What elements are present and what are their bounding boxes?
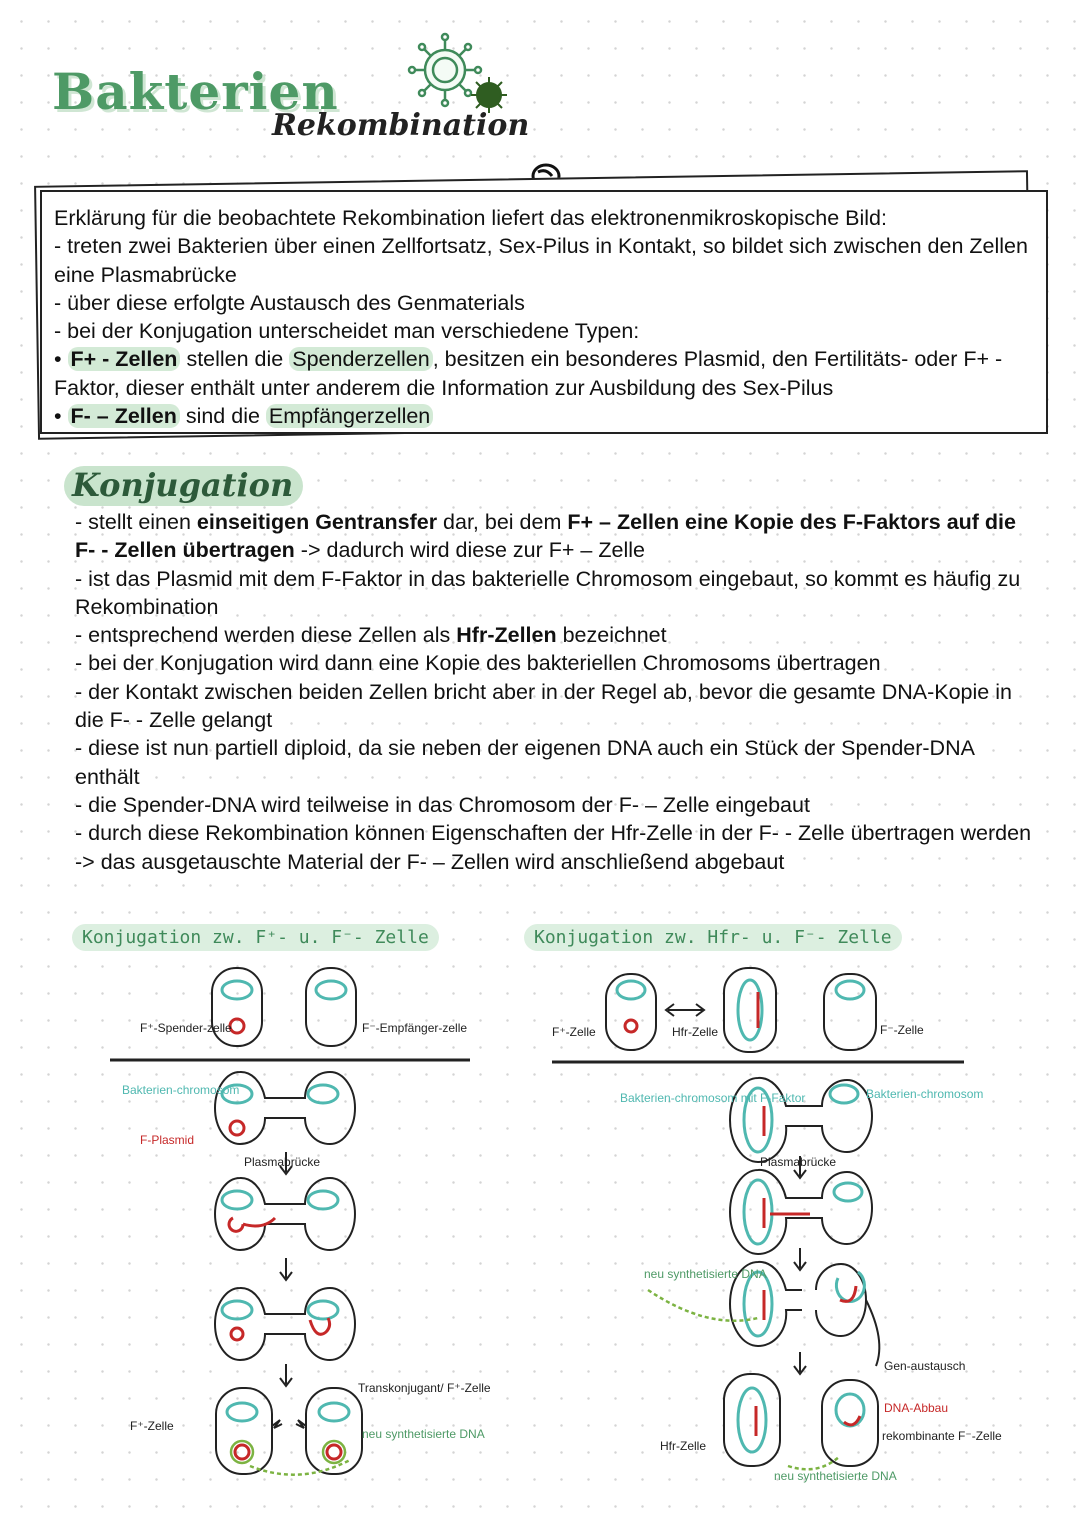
right-new-dna-bottom-label: neu synthetisierte DNA [774,1469,897,1483]
new-dna-label: neu synthetisierte DNA [362,1427,485,1441]
p1-a: - stellt einen [75,510,191,534]
arrow-down-icon [280,1152,292,1386]
diagram-left [100,960,490,1500]
box-fplus: • F+ - Zellen stellen die Spenderzellen , besitzen ein besonderes Plasmid, den Fertilitäts- oder F+ - Faktor, dieser enthält unter anderem die Information zur Ausbildung des Sex-Pilus [54,347,1003,400]
p3-a: - entsprechend werden diese Zellen als [75,623,451,648]
fplus-cell-label: F⁺-Zelle [130,1419,174,1433]
diagram-right-title: Konjugation zw. Hfr- u. F⁻- Zelle [524,924,902,951]
konjugation-p4: - bei der Konjugation wird dann eine Kopie des bakteriellen Chromosoms übertragen [75,651,881,676]
p1-d: F+ – Zellen eine Kopie des F-Faktors auf die F- - Zellen übertragen [75,510,1016,563]
chromosome-factor-label: Bakterien-chromosom mit F-Faktor [620,1091,806,1105]
bridge-label: Plasmabrücke [244,1155,321,1169]
page-title: Bakterien [52,62,339,121]
box-line-2: - über diese erfolgte Austausch des Genmaterials [54,290,525,315]
recipient-label: F⁻-Empfänger-zelle [362,1021,468,1035]
degradation-label: DNA-Abbau [884,1401,949,1415]
konjugation-p8: - durch diese Rekombination können Eigenschaften der Hfr-Zelle in der F- - Zelle übertragen werden -> das ausgetauschte Material der F- – Zellen wird anschließend abgebaut [75,821,1032,874]
exchange-label: Gen-austausch [884,1359,966,1373]
right-chromosome-label: Bakterien-chromosom [866,1087,984,1101]
bridge-cells-4 [215,1288,355,1360]
transconjugant-label: Transkonjugant/ F⁺-Zelle [358,1381,491,1395]
fplus-rest: , besitzen ein besonderes Plasmid, den Fertilitäts- oder F+ - Faktor, dieser enthält unter anderem die Information zur Ausbildung des Sex-Pilus [54,347,1003,400]
p3-c: bezeichnet [562,623,667,648]
right-fplus-label: F⁺-Zelle [552,1025,596,1039]
plasmid-label: F-Plasmid [140,1133,195,1147]
empfaengerzellen-highlight: Empfängerzellen [266,404,433,428]
bacterium-icon [466,72,512,118]
diagram-left-title: Konjugation zw. F⁺- u. F⁻- Zelle [72,924,439,951]
p1-b: einseitigen Gentransfer [196,510,438,534]
right-fminus-label: F⁻-Zelle [880,1023,924,1037]
konjugation-text [75,508,1035,876]
double-arrow-icon [666,1004,704,1016]
box-line-1: - treten zwei Bakterien über einen Zellfortsatz, Sex-Pilus in Kontakt, so bildet sich zwischen den Zellen eine Plasmabrücke [54,234,1028,287]
box-intro: Erklärung für die beobachtete Rekombination liefert das elektronenmikroskopische Bild: [54,206,887,230]
bridge-cells-3 [215,1178,355,1250]
fminus-mid: sind die [185,404,260,429]
konjugation-p7: - die Spender-DNA wird teilweise in das Chromosom der F- – Zelle eingebaut [75,792,810,817]
transconjugant-right [306,1388,362,1474]
konjugation-p6: - diese ist nun partiell diploid, da sie neben der eigenen DNA auch ein Stück der Spender-DNA enthält [75,736,974,789]
fplus-cell [606,974,656,1050]
chromosome-label: Bakterien-chromosom [122,1083,240,1097]
right-new-dna-label: neu synthetisierte DNA [644,1267,767,1281]
fminus-term: F- – Zellen [68,404,180,428]
fplus-term: F+ - Zellen [68,347,181,371]
konjugation-p1 [75,508,1035,565]
fminus-cell [824,974,876,1050]
p1-e: -> dadurch wird diese zur F+ – Zelle [300,538,645,563]
box-line-3: - bei der Konjugation unterscheidet man verschiedene Typen: [54,319,640,344]
konjugation-p3 [75,621,1035,649]
konjugation-p2: - ist das Plasmid mit dem F-Faktor in das bakterielle Chromosom eingebaut, so kommt es häufig zu Rekombination [75,566,1021,619]
page-subtitle: Rekombination [272,108,530,143]
spenderzellen-highlight: Spenderzellen [289,347,432,371]
fplus-mid: stellen die [186,347,284,372]
donor-label: F⁺-Spender-zelle [140,1021,232,1035]
section-heading-konjugation: Konjugation [64,466,303,506]
explanation-box [40,190,1048,434]
diagram-right [548,960,1002,1500]
p1-c: dar, bei dem [443,510,562,534]
p3-b: Hfr-Zellen [456,623,557,648]
konjugation-p5: - der Kontakt zwischen beiden Zellen bricht aber in der Regel ab, bevor die gesamte DNA-Kopie in die F- - Zelle gelangt [75,679,1012,733]
right-hfr-label: Hfr-Zelle [672,1025,719,1039]
right-hfr-bottom-label: Hfr-Zelle [660,1439,707,1453]
transconjugant-left [216,1388,272,1474]
recombinant-label: rekombinante F⁻-Zelle [882,1429,1002,1443]
box-fminus: • F- – Zellen sind die Empfängerzellen [54,402,1034,430]
right-bridge-label: Plasmabrücke [760,1155,837,1169]
